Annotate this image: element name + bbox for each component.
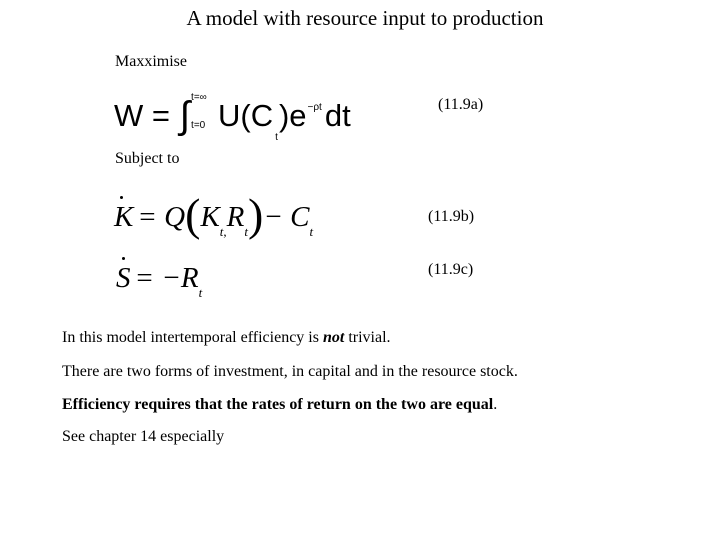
k-dot: K <box>114 197 133 237</box>
equation-11-9b <box>114 189 314 242</box>
text-line-4: See chapter 14 especially <box>62 428 225 445</box>
eq-a-exponent: −ρt <box>307 102 322 113</box>
line1-after: trivial. <box>344 329 391 346</box>
slide-title: A model with resource input to production <box>186 6 544 30</box>
text-line-3 <box>62 396 497 414</box>
eq-a-dt: dt <box>324 98 351 133</box>
eq-b-r: R <box>226 201 245 233</box>
right-paren: ) <box>248 189 264 240</box>
maximise-label: Maxximise <box>115 53 187 70</box>
eq-c-sub-t: t <box>198 285 203 300</box>
eq-a-lhs: W <box>114 98 144 133</box>
eq-b-sub-t2: t <box>244 224 248 239</box>
equation-11-9a <box>114 92 351 146</box>
line1-emphasis: not <box>322 329 345 346</box>
integral-limits <box>191 92 217 132</box>
text-line-1 <box>62 329 391 347</box>
eq-b-rhs-q: = Q <box>137 201 186 233</box>
eq-a-close: )e <box>278 98 307 133</box>
lower-limit: t=0 <box>191 120 206 131</box>
line3-end: . <box>493 396 498 413</box>
text-line-2: There are two forms of investment, in capital and in the resource stock. <box>62 363 518 380</box>
eq-b-minus-c: − C <box>263 201 310 233</box>
left-paren: ( <box>185 189 201 240</box>
upper-limit: t=∞ <box>191 92 207 103</box>
equation-number-c: (11.9c) <box>428 261 474 278</box>
equation-11-9c <box>116 258 202 303</box>
equation-number-b: (11.9b) <box>428 208 475 225</box>
s-dot: S <box>116 258 131 298</box>
eq-b-sub-t3: t <box>309 224 314 239</box>
eq-a-sub-t: t <box>275 132 278 143</box>
eq-c-rhs: = −R <box>134 262 199 294</box>
integral-sign: ∫ <box>179 95 191 137</box>
eq-b-k: K <box>200 201 220 233</box>
equation-number-a: (11.9a) <box>438 96 484 113</box>
subject-to-label: Subject to <box>115 150 180 167</box>
eq-a-func: U(C <box>218 98 274 133</box>
eq-a-equals: = <box>151 98 170 133</box>
line3-bold: Efficiency requires that the rates of return on the two are equal <box>62 396 494 413</box>
eq-b-sub-t1: t <box>219 224 224 239</box>
line1-before: In this model intertemporal efficiency is <box>62 329 323 346</box>
eq-b-comma: , <box>223 224 227 239</box>
